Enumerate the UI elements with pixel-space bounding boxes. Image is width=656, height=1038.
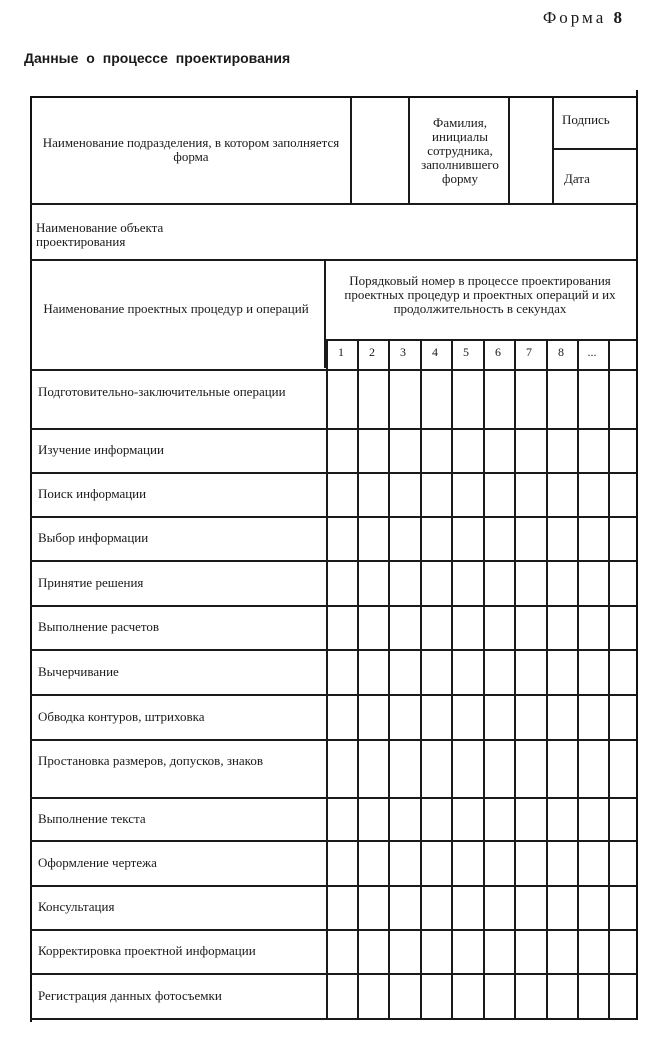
form-number-value: 8 [613,8,622,27]
entry-cell[interactable] [453,653,483,692]
column-number: 6 [495,345,501,359]
column-number: 8 [558,345,564,359]
entry-cell[interactable] [516,432,546,470]
column-divider [451,340,453,1018]
entry-cell[interactable] [548,889,577,927]
entry-cell[interactable] [548,801,577,838]
column-divider [483,340,485,1018]
entry-cell[interactable] [328,653,357,692]
entry-cell[interactable] [516,520,546,558]
entry-cell[interactable] [359,801,388,838]
object-label: Наименование объекта проектирования [36,220,164,249]
entry-cell[interactable] [390,653,420,692]
entry-cell[interactable] [516,609,546,647]
entry-cell[interactable] [390,977,420,1016]
entry-cell[interactable] [548,844,577,883]
entry-cell[interactable] [516,801,546,838]
entry-cell[interactable] [359,698,388,737]
entry-cell[interactable] [422,801,451,838]
divider [508,97,510,203]
entry-cell[interactable] [328,977,357,1016]
signature-label: Подпись [562,112,610,127]
entry-cell[interactable] [359,844,388,883]
entry-cell[interactable] [453,432,483,470]
row-label: Корректировка проектной информации [38,943,256,958]
column-divider [388,340,390,1018]
entry-cell[interactable] [390,373,420,426]
entry-cell[interactable] [422,373,451,426]
entry-cell[interactable] [516,889,546,927]
entry-cell[interactable] [516,977,546,1016]
entry-cell[interactable] [485,609,514,647]
row-label: Изучение информации [38,442,164,457]
entry-cell[interactable] [390,743,420,795]
entry-cell[interactable] [359,889,388,927]
entry-cell[interactable] [610,476,636,514]
department-label: Наименование подразделения, в котором заполняется форма [42,135,340,164]
entry-cell[interactable] [328,698,357,737]
entry-cell[interactable] [390,564,420,603]
entry-cell[interactable] [422,698,451,737]
entry-cell[interactable] [516,564,546,603]
entry-cell[interactable] [579,889,608,927]
entry-cell[interactable] [422,520,451,558]
entry-cell[interactable] [579,609,608,647]
entry-cell[interactable] [610,977,636,1016]
entry-cell[interactable] [610,564,636,603]
entry-cell[interactable] [390,698,420,737]
entry-cell[interactable] [328,520,357,558]
entry-cell[interactable] [359,520,388,558]
entry-cell[interactable] [422,432,451,470]
entry-cell[interactable] [485,889,514,927]
row-label: Выполнение текста [38,810,146,826]
entry-cell[interactable] [422,609,451,647]
entry-cell[interactable] [610,933,636,971]
row-label: Поиск информации [38,486,147,501]
entry-cell[interactable] [390,520,420,558]
entry-cell[interactable] [610,653,636,692]
entry-cell[interactable] [485,933,514,971]
entry-cell[interactable] [328,889,357,927]
row-label: Обводка контуров, штриховка [38,708,205,724]
entry-cell[interactable] [485,564,514,603]
entry-cell[interactable] [390,844,420,883]
column-divider [326,340,328,1018]
entry-cell[interactable] [485,373,514,426]
entry-cell[interactable] [579,476,608,514]
column-divider [546,340,548,1018]
entry-cell[interactable] [328,933,357,971]
column-divider [608,340,610,1018]
divider [325,339,636,341]
entry-cell[interactable] [579,743,608,795]
table-right-border [636,90,638,1020]
column-divider [420,340,422,1018]
entry-cell[interactable] [359,743,388,795]
column-number: 5 [463,345,469,359]
entry-cell[interactable] [328,564,357,603]
divider [408,97,410,203]
entry-cell[interactable] [390,476,420,514]
column-divider [514,340,516,1018]
entry-cell[interactable] [485,801,514,838]
row-label: Оформление чертежа [38,854,157,870]
entry-cell[interactable] [548,520,577,558]
entry-cell[interactable] [422,743,451,795]
entry-cell[interactable] [548,373,577,426]
entry-cell[interactable] [610,743,636,795]
row-label: Принятие решения [38,574,144,590]
entry-cell[interactable] [453,933,483,971]
column-divider [577,340,579,1018]
row-label: Подготовительно-заключительные операции [38,383,286,399]
entry-cell[interactable] [328,609,357,647]
entry-cell[interactable] [422,844,451,883]
entry-cell[interactable] [516,476,546,514]
row-label: Консультация [38,899,115,914]
entry-cell[interactable] [548,977,577,1016]
entry-cell[interactable] [359,933,388,971]
entry-cell[interactable] [422,977,451,1016]
entry-cell[interactable] [485,743,514,795]
entry-cell[interactable] [453,476,483,514]
entry-cell[interactable] [453,844,483,883]
entry-cell[interactable] [579,653,608,692]
entry-cell[interactable] [359,476,388,514]
entry-cell[interactable] [485,520,514,558]
date-label: Дата [564,171,590,186]
entry-cell[interactable] [328,844,357,883]
entry-cell[interactable] [485,432,514,470]
entry-cell[interactable] [579,801,608,838]
entry-cell[interactable] [453,564,483,603]
form-number-label: Форма [542,8,607,27]
entry-cell[interactable] [579,564,608,603]
entry-cell[interactable] [610,801,636,838]
divider [30,259,636,261]
entry-cell[interactable] [516,933,546,971]
row-label: Выбор информации [38,530,149,545]
entry-cell[interactable] [390,432,420,470]
entry-cell[interactable] [485,698,514,737]
entry-cell[interactable] [453,977,483,1016]
entry-cell[interactable] [579,933,608,971]
entry-cell[interactable] [422,889,451,927]
entry-cell[interactable] [610,520,636,558]
entry-cell[interactable] [610,432,636,470]
entry-cell[interactable] [548,743,577,795]
entry-cell[interactable] [328,432,357,470]
entry-cell[interactable] [453,609,483,647]
column-divider [357,340,359,1018]
entry-cell[interactable] [390,889,420,927]
entry-cell[interactable] [422,653,451,692]
entry-cell[interactable] [579,520,608,558]
entry-cell[interactable] [548,698,577,737]
entry-cell[interactable] [453,520,483,558]
entry-cell[interactable] [485,977,514,1016]
entry-cell[interactable] [516,698,546,737]
entry-cell[interactable] [485,844,514,883]
column-number: 7 [526,345,532,359]
entry-cell[interactable] [328,476,357,514]
entry-cell[interactable] [610,844,636,883]
row-label: Вычерчивание [38,663,119,679]
page-title: Данные о процессе проектирования [24,50,291,66]
entry-cell[interactable] [422,476,451,514]
entry-cell[interactable] [548,933,577,971]
entry-cell[interactable] [579,432,608,470]
entry-cell[interactable] [579,373,608,426]
entry-cell[interactable] [453,373,483,426]
row-label: Простановка размеров, допусков, знаков [38,753,263,768]
entry-cell[interactable] [359,653,388,692]
entry-cell[interactable] [516,653,546,692]
entry-cell[interactable] [453,889,483,927]
entry-cell[interactable] [516,373,546,426]
entry-cell[interactable] [579,844,608,883]
column-number: 1 [338,345,344,359]
entry-cell[interactable] [359,609,388,647]
form-number [543,8,622,28]
employee-label: Фамилия, инициалы сотрудника, заполнившего форму [421,115,499,186]
column-number: 3 [400,345,406,359]
entry-cell[interactable] [610,698,636,737]
entry-cell[interactable] [453,801,483,838]
column-number: 4 [432,345,438,359]
entry-cell[interactable] [453,698,483,737]
sequence-header: Порядковый номер в процессе проектирования проектных процедур и проектных операций и их продолжительность в секундах [344,273,616,316]
entry-cell[interactable] [610,373,636,426]
entry-cell[interactable] [579,698,608,737]
entry-cell[interactable] [422,564,451,603]
entry-cell[interactable] [328,373,357,426]
entry-cell[interactable] [390,933,420,971]
entry-cell[interactable] [548,609,577,647]
row-divider [30,1018,636,1020]
divider [552,97,554,203]
entry-cell[interactable] [485,653,514,692]
entry-cell[interactable] [579,977,608,1016]
entry-cell[interactable] [359,564,388,603]
entry-cell[interactable] [453,743,483,795]
entry-cell[interactable] [548,564,577,603]
row-label: Регистрация данных фотосъемки [38,987,222,1003]
procedures-header: Наименование проектных процедур и операций [43,301,309,316]
row-label: Выполнение расчетов [38,619,160,634]
entry-cell[interactable] [516,844,546,883]
entry-cell[interactable] [548,653,577,692]
divider [30,203,636,205]
entry-cell[interactable] [390,801,420,838]
entry-cell[interactable] [548,476,577,514]
entry-cell[interactable] [548,432,577,470]
entry-cell[interactable] [359,432,388,470]
divider [553,148,636,150]
entry-cell[interactable] [610,609,636,647]
column-number: ... [587,345,597,359]
entry-cell[interactable] [359,373,388,426]
entry-cell[interactable] [422,933,451,971]
entry-cell[interactable] [485,476,514,514]
entry-cell[interactable] [328,743,357,795]
entry-cell[interactable] [390,609,420,647]
entry-cell[interactable] [516,743,546,795]
entry-cell[interactable] [328,801,357,838]
column-number: 2 [369,345,375,359]
entry-cell[interactable] [610,889,636,927]
entry-cell[interactable] [359,977,388,1016]
divider [350,97,352,203]
